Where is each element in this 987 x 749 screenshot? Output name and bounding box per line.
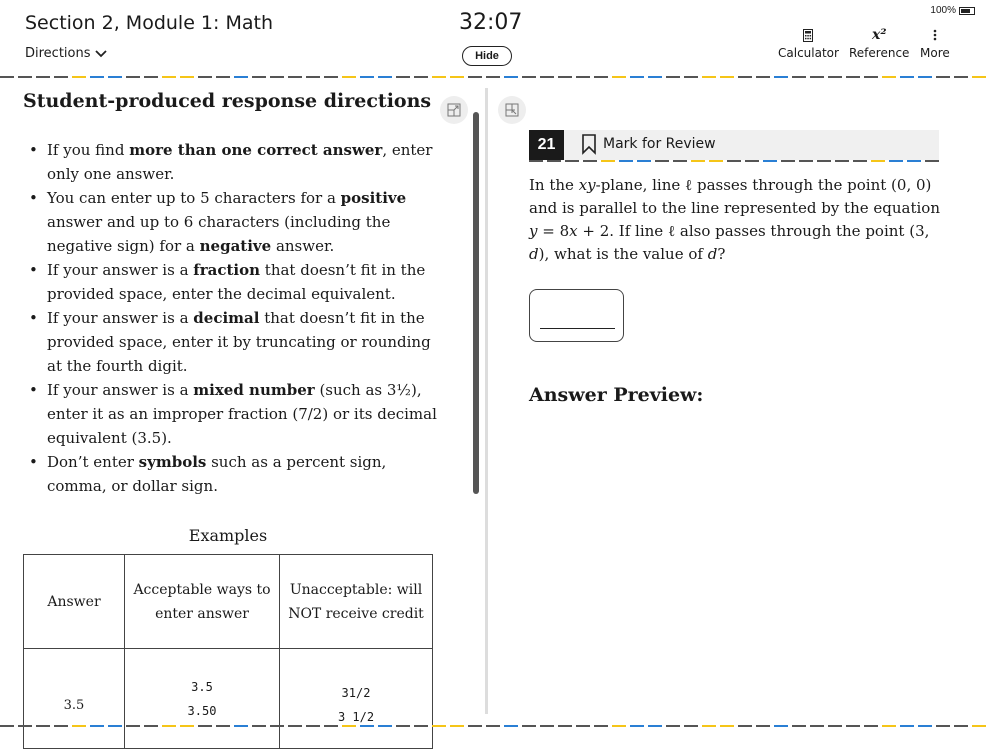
directions-scrollbar[interactable]	[473, 112, 479, 494]
reference-button[interactable]	[849, 24, 909, 60]
directions-item: • If your answer is a mixed number (such as 3½), enter it as an improper fraction (7/2) or its decimal equivalent (3.5).	[28, 378, 438, 450]
table-header-row	[24, 555, 433, 649]
section-title: Section 2, Module 1: Math	[25, 12, 273, 34]
answer-underline	[540, 328, 615, 329]
top-bar	[0, 0, 987, 78]
directions-item: • You can enter up to 5 characters for a positive answer and up to 6 characters (including the negative sign) for a negative answer.	[28, 186, 438, 258]
pane-divider[interactable]	[485, 88, 488, 714]
directions-label: Directions	[25, 46, 91, 61]
collapse-icon	[505, 103, 519, 117]
question-header	[529, 130, 939, 160]
column-header-acceptable: Acceptable ways to enter answer	[125, 555, 280, 649]
chevron-down-icon	[95, 50, 107, 58]
unacceptable-value: 31/2	[341, 686, 371, 700]
hide-timer-button[interactable]: Hide	[462, 46, 512, 66]
timer: 32:07	[459, 10, 523, 35]
directions-heading: Student-produced response directions	[23, 90, 432, 112]
battery-percent: 100%	[930, 5, 956, 16]
column-header-unacceptable: Unacceptable: will NOT receive credit	[280, 555, 433, 649]
reference-icon: x²	[871, 27, 887, 43]
table-row	[24, 649, 433, 749]
cell-acceptable	[125, 649, 280, 749]
examples-table	[23, 554, 433, 749]
calculator-button[interactable]	[778, 24, 839, 60]
battery-icon	[959, 7, 975, 15]
header-divider	[0, 76, 987, 79]
more-vertical-icon	[933, 24, 937, 46]
cell-answer: 3.5	[24, 649, 125, 749]
directions-pane	[0, 82, 484, 724]
question-divider	[529, 160, 939, 163]
examples-title: Examples	[188, 526, 268, 545]
collapse-pane-button[interactable]	[498, 96, 526, 124]
directions-dropdown[interactable]	[25, 46, 107, 61]
unacceptable-value: 3 1/2	[337, 710, 375, 724]
more-label: More	[920, 46, 950, 60]
column-header-answer: Answer	[24, 555, 125, 649]
battery-status	[930, 5, 975, 16]
acceptable-value: 3.5	[191, 679, 213, 694]
footer-divider	[0, 725, 987, 728]
answer-preview-label: Answer Preview:	[529, 384, 704, 406]
directions-item: • If you find more than one correct answer, enter only one answer.	[28, 138, 438, 186]
directions-list	[28, 138, 438, 498]
directions-item: • If your answer is a fraction that doesn’t fit in the provided space, enter the decimal equivalent.	[28, 258, 438, 306]
calculator-label: Calculator	[778, 46, 839, 60]
mark-for-review-label: Mark for Review	[603, 136, 716, 152]
acceptable-value: 3.50	[187, 703, 217, 718]
answer-input[interactable]	[529, 289, 624, 342]
question-pane	[490, 82, 987, 714]
directions-item: • Don’t enter symbols such as a percent sign, comma, or dollar sign.	[28, 450, 438, 498]
expand-icon	[447, 103, 461, 117]
cell-unacceptable	[280, 649, 433, 749]
question-number: 21	[529, 130, 564, 160]
more-button[interactable]	[920, 24, 950, 60]
mark-for-review-button[interactable]	[581, 134, 716, 154]
reference-label: Reference	[849, 46, 910, 60]
calculator-icon	[803, 24, 813, 46]
question-text: In the xy-plane, line ℓ passes through the point (0, 0) and is parallel to the line represented by the equation y = 8x + 2. If line ℓ also passes through the point (3, d), what is the value of d?	[529, 176, 940, 263]
expand-pane-button[interactable]	[440, 96, 468, 124]
bookmark-icon	[581, 134, 597, 154]
directions-item: • If your answer is a decimal that doesn’t fit in the provided space, enter it by truncating or rounding at the fourth digit.	[28, 306, 438, 378]
